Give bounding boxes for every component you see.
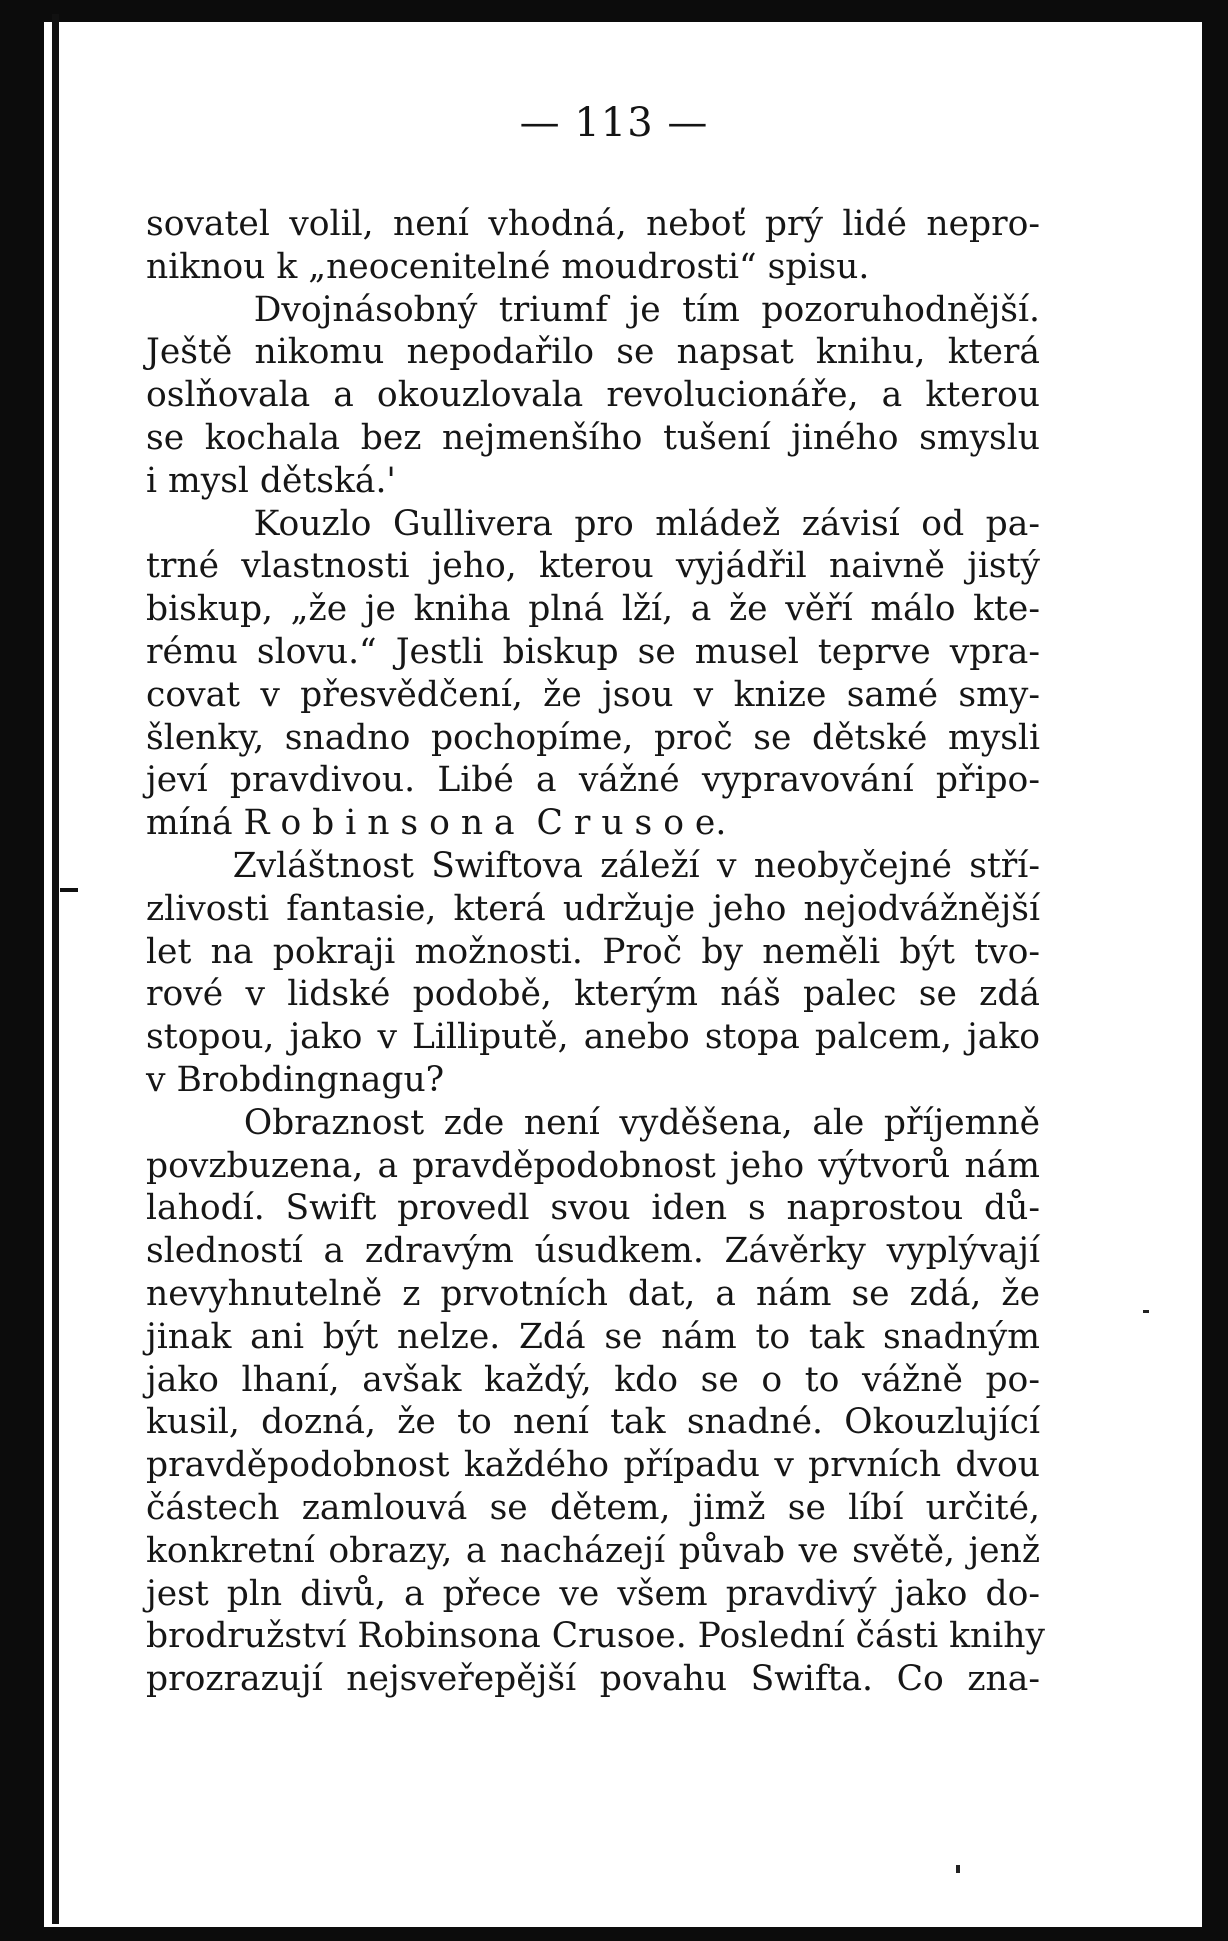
text-line: sledností a zdravým úsudkem. Závěrky vyplývají: [146, 1231, 1040, 1272]
body-text: [146, 203, 1046, 1701]
text-line: konkretní obrazy, a nacházejí půvab ve světě, jenž: [146, 1530, 1040, 1571]
text-line: nevyhnutelně z prvotních dat, a nám se zdá, že: [146, 1273, 1040, 1314]
text-line: Dvojnásobný triumf je tím pozoruhodnější.: [146, 289, 1040, 330]
speck: [1143, 1310, 1149, 1313]
text-line: lahodí. Swift provedl svou iden s naprostou dů-: [146, 1188, 1040, 1229]
text-line: rové v lidské podobě, kterým náš palec se zdá: [146, 974, 1040, 1015]
text-line: biskup, „že je kniha plná lží, a že věří málo kte-: [146, 589, 1040, 630]
text-line: covat v přesvědčení, že jsou v knize samé smy-: [146, 674, 1040, 715]
text-line: míná R o b i n s o n a C r u s o e.: [146, 803, 727, 844]
text-line: Kouzlo Gullivera pro mládež závisí od pa-: [146, 503, 1040, 544]
text-line: Zvláštnost Swiftova záleží v neobyčejné stří-: [146, 845, 1040, 886]
text-line: se kochala bez nejmenšího tušení jiného smyslu: [146, 417, 1040, 458]
text-line: rému slovu.“ Jestli biskup se musel teprve vpra-: [146, 631, 1040, 672]
text-line: jeví pravdivou. Libé a vážné vypravování připo-: [146, 760, 1040, 801]
speck: [956, 1865, 960, 1873]
binding-gutter: [52, 14, 59, 1924]
text-line: Ještě nikomu nepodařilo se napsat knihu, která: [146, 332, 1040, 373]
page-number: — 113 —: [519, 100, 709, 146]
text-line: šlenky, snadno pochopíme, proč se dětské mysli: [146, 717, 1040, 758]
text-line: niknou k „neocenitelné moudrosti“ spisu.: [146, 246, 870, 287]
text-line: stopou, jako v Lilliputě, anebo stopa palcem, jako: [146, 1017, 1040, 1058]
text-line: brodružství Robinsona Crusoe. Poslední části knihy: [146, 1616, 1046, 1657]
text-line: jest pln divů, a přece ve všem pravdivý jako do-: [146, 1573, 1040, 1614]
text-line: sovatel volil, není vhodná, neboť prý lidé nepro-: [146, 204, 1040, 244]
text-line: zlivosti fantasie, která udržuje jeho nejodvážnější: [146, 888, 1040, 929]
text-line: let na pokraji možnosti. Proč by neměli být tvo-: [146, 931, 1040, 972]
margin-mark: [60, 888, 78, 892]
text-line: prozrazují nejsveřepější povahu Swifta. Co zna-: [146, 1659, 1040, 1700]
text-line: i mysl dětská.': [146, 460, 396, 501]
text-line: pravděpodobnost každého případu v prvních dvou: [146, 1445, 1040, 1486]
text-line: Obraznost zde není vyděšena, ale příjemně: [146, 1102, 1040, 1143]
text-line: trné vlastnosti jeho, kterou vyjádřil naivně jistý: [146, 546, 1040, 587]
text-line: oslňovala a okouzlovala revolucionáře, a kterou: [146, 375, 1040, 416]
text-line: částech zamlouvá se dětem, jimž se líbí určité,: [146, 1487, 1040, 1528]
text-line: v Brobdingnagu?: [146, 1059, 445, 1100]
text-line: kusil, dozná, že to není tak snadné. Okouzlující: [146, 1402, 1040, 1443]
text-line: povzbuzena, a pravděpodobnost jeho výtvorů nám: [146, 1145, 1040, 1186]
text-line: jako lhaní, avšak každý, kdo se o to vážně po-: [146, 1359, 1040, 1400]
text-line: jinak ani být nelze. Zdá se nám to tak snadným: [146, 1316, 1040, 1357]
